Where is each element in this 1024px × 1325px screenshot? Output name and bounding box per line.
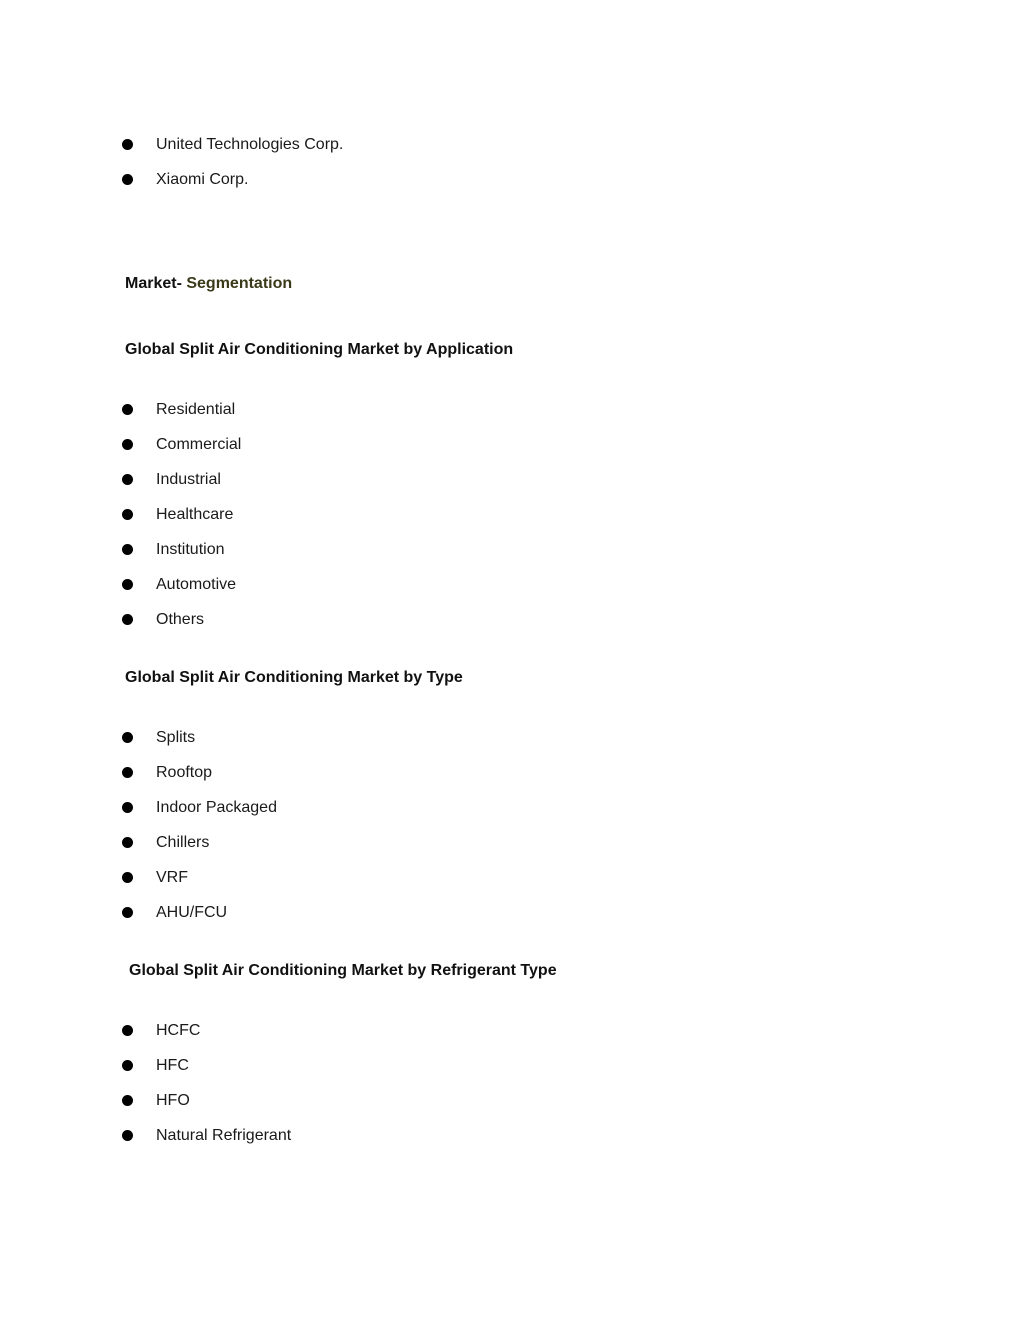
list-item-label: Indoor Packaged [156,799,277,816]
list-item-label: United Technologies Corp. [156,136,344,153]
bullet-icon [122,439,133,450]
list-item-label: Xiaomi Corp. [156,171,249,188]
list-item [0,720,277,755]
list-item-label: VRF [156,869,188,886]
company-list [0,127,343,197]
list-item [0,860,277,895]
bullet-icon [122,837,133,848]
list-item-label: Institution [156,541,225,558]
bullet-icon [122,802,133,813]
bullet-icon [122,474,133,485]
list-item [0,755,277,790]
list-item-label: Automotive [156,576,237,593]
list-item-label: Others [156,611,205,628]
list-item [0,895,277,930]
bullet-icon [122,579,133,590]
list-item-label: Rooftop [156,764,213,781]
bullet-icon [122,544,133,555]
list-item [0,162,343,197]
segmentation-heading-word: Segmentation [186,275,293,292]
list-item [0,497,241,532]
bullet-icon [122,509,133,520]
list-item-label: Natural Refrigerant [156,1127,292,1144]
list-item [0,1083,291,1118]
section-heading-application: Global Split Air Conditioning Market by Application [125,341,514,358]
list-item [0,602,241,637]
list-item [0,127,343,162]
bullet-icon [122,907,133,918]
list-item [0,392,241,427]
list-item [0,1048,291,1083]
segmentation-heading-prefix: Market- [125,275,182,292]
list-item [0,532,241,567]
list-item-label: Industrial [156,471,221,488]
list-item-label: HFO [156,1092,190,1109]
list-item [0,790,277,825]
list-item-label: AHU/FCU [156,904,228,921]
list-item [0,1118,291,1153]
list-item-label: HFC [156,1057,189,1074]
bullet-icon [122,767,133,778]
type-list [0,720,277,930]
refrigerant-type-list [0,1013,291,1153]
bullet-icon [122,1060,133,1071]
list-item-label: Chillers [156,834,210,851]
list-item-label: Healthcare [156,506,234,523]
bullet-icon [122,139,133,150]
list-item [0,427,241,462]
segmentation-heading [125,274,292,294]
bullet-icon [122,1130,133,1141]
list-item-label: HCFC [156,1022,201,1039]
bullet-icon [122,1095,133,1106]
list-item [0,825,277,860]
bullet-icon [122,174,133,185]
bullet-icon [122,732,133,743]
application-list [0,392,241,637]
bullet-icon [122,872,133,883]
list-item-label: Commercial [156,436,242,453]
list-item-label: Residential [156,401,236,418]
bullet-icon [122,404,133,415]
list-item-label: Splits [156,729,196,746]
list-item [0,567,241,602]
bullet-icon [122,614,133,625]
list-item [0,462,241,497]
section-heading-refrigerant-type: Global Split Air Conditioning Market by Refrigerant Type [129,962,557,979]
section-heading-type: Global Split Air Conditioning Market by Type [125,669,463,686]
list-item [0,1013,291,1048]
bullet-icon [122,1025,133,1036]
